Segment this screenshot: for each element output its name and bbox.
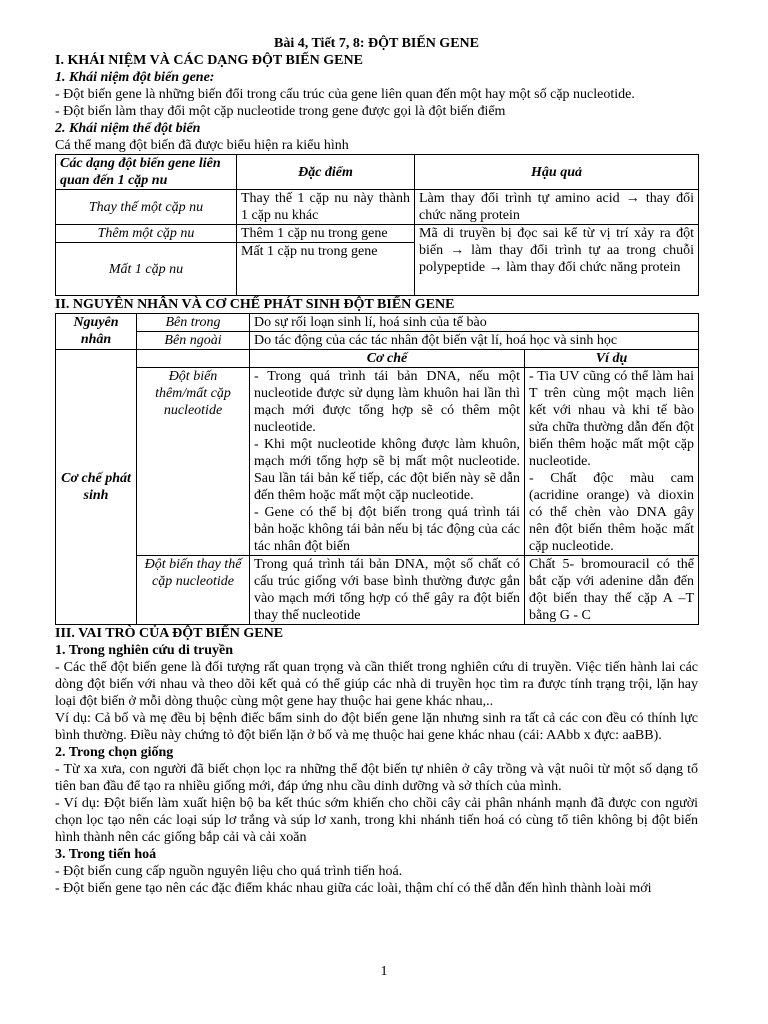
- paragraph: - Đột biến cung cấp nguồn nguyên liệu cho quá trình tiến hoá.: [55, 864, 403, 879]
- subsection-3-1-heading: 1. Trong nghiên cứu di truyền: [55, 643, 233, 658]
- column-header-mechanism: Cơ chế: [250, 350, 525, 368]
- cause-label: Nguyên nhân: [56, 314, 137, 350]
- table-cell: Thêm một cặp nu: [56, 225, 237, 243]
- mechanism-text: Trong quá trình tái bản DNA, một số chất có cấu trúc giống với base bình thường được gắn vào mạch mới tổng hợp có thể gây ra đột biến thay thế nucleotide: [250, 556, 525, 625]
- subsection-3-2-heading: 2. Trong chọn giống: [55, 745, 174, 760]
- mutation-type: Đột biến thay thế cặp nucleotide: [137, 556, 250, 625]
- paragraph: - Các thể đột biến gene là đối tượng rất quan trọng và cần thiết trong nghiên cứu di truyền. Việc tiến hành lai các dòng đột biến với nhau và theo dõi kết quả có thể giúp các nhà di truyền học tìm ra được tính trạng trội, lặn hay loại đột biến ở mỗi dòng thuộc cùng một gene hay thuộc hai gene khác nhau,..: [55, 660, 698, 709]
- table-cell: Làm thay đổi trình tự amino acid → thay đổi chức năng protein: [415, 190, 699, 225]
- table-cell: Mất 1 cặp nu trong gene: [237, 243, 415, 296]
- table-cell: Mất 1 cặp nu: [56, 243, 237, 296]
- section-1-heading: I. KHÁI NIỆM VÀ CÁC DẠNG ĐỘT BIẾN GENE: [55, 53, 363, 68]
- subsection-1-1-heading: 1. Khái niệm đột biến gene:: [55, 70, 215, 85]
- subsection-1-2-heading: 2. Khái niệm thể đột biến: [55, 121, 201, 136]
- table-cell: Thay thế 1 cặp nu này thành 1 cặp nu khác: [237, 190, 415, 225]
- table-header: Đặc điểm: [237, 155, 415, 190]
- table-header: Hậu quả: [415, 155, 699, 190]
- paragraph: - Đột biến làm thay đổi một cặp nucleotide trong gene được gọi là đột biến điểm: [55, 104, 506, 119]
- outer-cause-text: Do tác động của các tác nhân đột biến vật lí, hoá học và sinh học: [250, 332, 699, 350]
- section-2-heading: II. NGUYÊN NHÂN VÀ CƠ CHẾ PHÁT SINH ĐỘT BIẾN GENE: [55, 297, 455, 312]
- table-header: Các dạng đột biến gene liên quan đến 1 cặp nu: [56, 155, 237, 190]
- paragraph: Ví dụ: Cả bố và mẹ đều bị bệnh điếc bẩm sinh do đột biến gene lặn nhưng sinh ra tất cả các con đều có thính lực bình thường. Điều này chứng tỏ đột biến lặn ở bố và mẹ thuộc hai gene khác nhau (cái: AAbb x đực: aaBB).: [55, 711, 698, 743]
- table-cell: Thay thế một cặp nu: [56, 190, 237, 225]
- inner-cause-text: Do sự rối loạn sinh lí, hoá sinh của tế bào: [250, 314, 699, 332]
- mechanism-label: Cơ chế phát sinh: [56, 350, 137, 625]
- inner-cause-label: Bên trong: [137, 314, 250, 332]
- mutation-type: Đột biến thêm/mất cặp nucleotide: [137, 368, 250, 556]
- column-header-example: Ví dụ: [525, 350, 699, 368]
- empty-cell: [137, 350, 250, 368]
- subsection-3-3-heading: 3. Trong tiến hoá: [55, 847, 157, 862]
- outer-cause-label: Bên ngoài: [137, 332, 250, 350]
- mutation-types-table: [55, 154, 699, 296]
- page-number: 1: [380, 964, 388, 979]
- paragraph: - Ví dụ: Đột biến làm xuất hiện bộ ba kết thúc sớm khiến cho chồi cây cải phân nhánh mạnh đã được con người chọn lọc tạo nên các loại súp lơ trắng và súp lơ xanh, trong khi nhánh tiến hoá có cùng tổ tiên không bị đột biến hình thành nên các giống bắp cải và cải xoăn: [55, 796, 698, 845]
- causes-mechanism-table: [55, 313, 699, 625]
- table-cell: Mã di truyền bị đọc sai kể từ vị trí xảy ra đột biến → làm thay đổi trình tự aa trong chuỗi polypeptide → làm thay đổi chức năng protein: [415, 225, 699, 296]
- paragraph: - Từ xa xưa, con người đã biết chọn lọc ra những thể đột biến tự nhiên ở cây trồng và vật nuôi từ một số dạng tổ tiên ban đầu để tạo ra nhiều giống mới, đáp ứng nhu cầu dinh dưỡng và sở thích của mình.: [55, 762, 698, 794]
- paragraph: - Đột biến gene là những biến đổi trong cấu trúc của gene liên quan đến một hay một số cặp nucleotide.: [55, 87, 635, 102]
- example-text: - Tia UV cũng có thể làm hai T trên cùng một mạch liên kết với nhau và khi tế bào sửa chữa thường dẫn đến đột biến thêm hoặc mất một cặp nucleotide. - Chất độc màu cam (acridine orange) và dioxin có thể chèn vào DNA gây nên đột biến thêm hoặc mất cặp nucleotide.: [525, 368, 699, 556]
- document-page: [55, 35, 698, 897]
- paragraph: - Đột biến gene tạo nên các đặc điểm khác nhau giữa các loài, thậm chí có thể dẫn đến hình thành loài mới: [55, 881, 652, 896]
- section-3-heading: III. VAI TRÒ CỦA ĐỘT BIẾN GENE: [55, 626, 284, 641]
- page-title: Bài 4, Tiết 7, 8: ĐỘT BIẾN GENE: [274, 36, 479, 51]
- mechanism-text: - Trong quá trình tái bản DNA, nếu một nucleotide được sử dụng làm khuôn hai lần thì mạch mới được tổng hợp sẽ có thêm một nucleotide. - Khi một nucleotide không được làm khuôn, mạch mới tổng hợp sẽ bị mất một nucleotide. Sau lần tái bản kế tiếp, các đột biến này sẽ dẫn đến thêm hoặc mất một cặp nucleotide. - Gene có thể bị đột biến trong quá trình tái bản hoặc không tái bản nếu bị tác động của các tác nhân đột biến: [250, 368, 525, 556]
- paragraph: Cá thể mang đột biến đã được biểu hiện ra kiểu hình: [55, 138, 349, 153]
- table-cell: Thêm 1 cặp nu trong gene: [237, 225, 415, 243]
- example-text: Chất 5- bromouracil có thể bắt cặp với adenine dẫn đến đột biến thay thế cặp A –T bằng G - C: [525, 556, 699, 625]
